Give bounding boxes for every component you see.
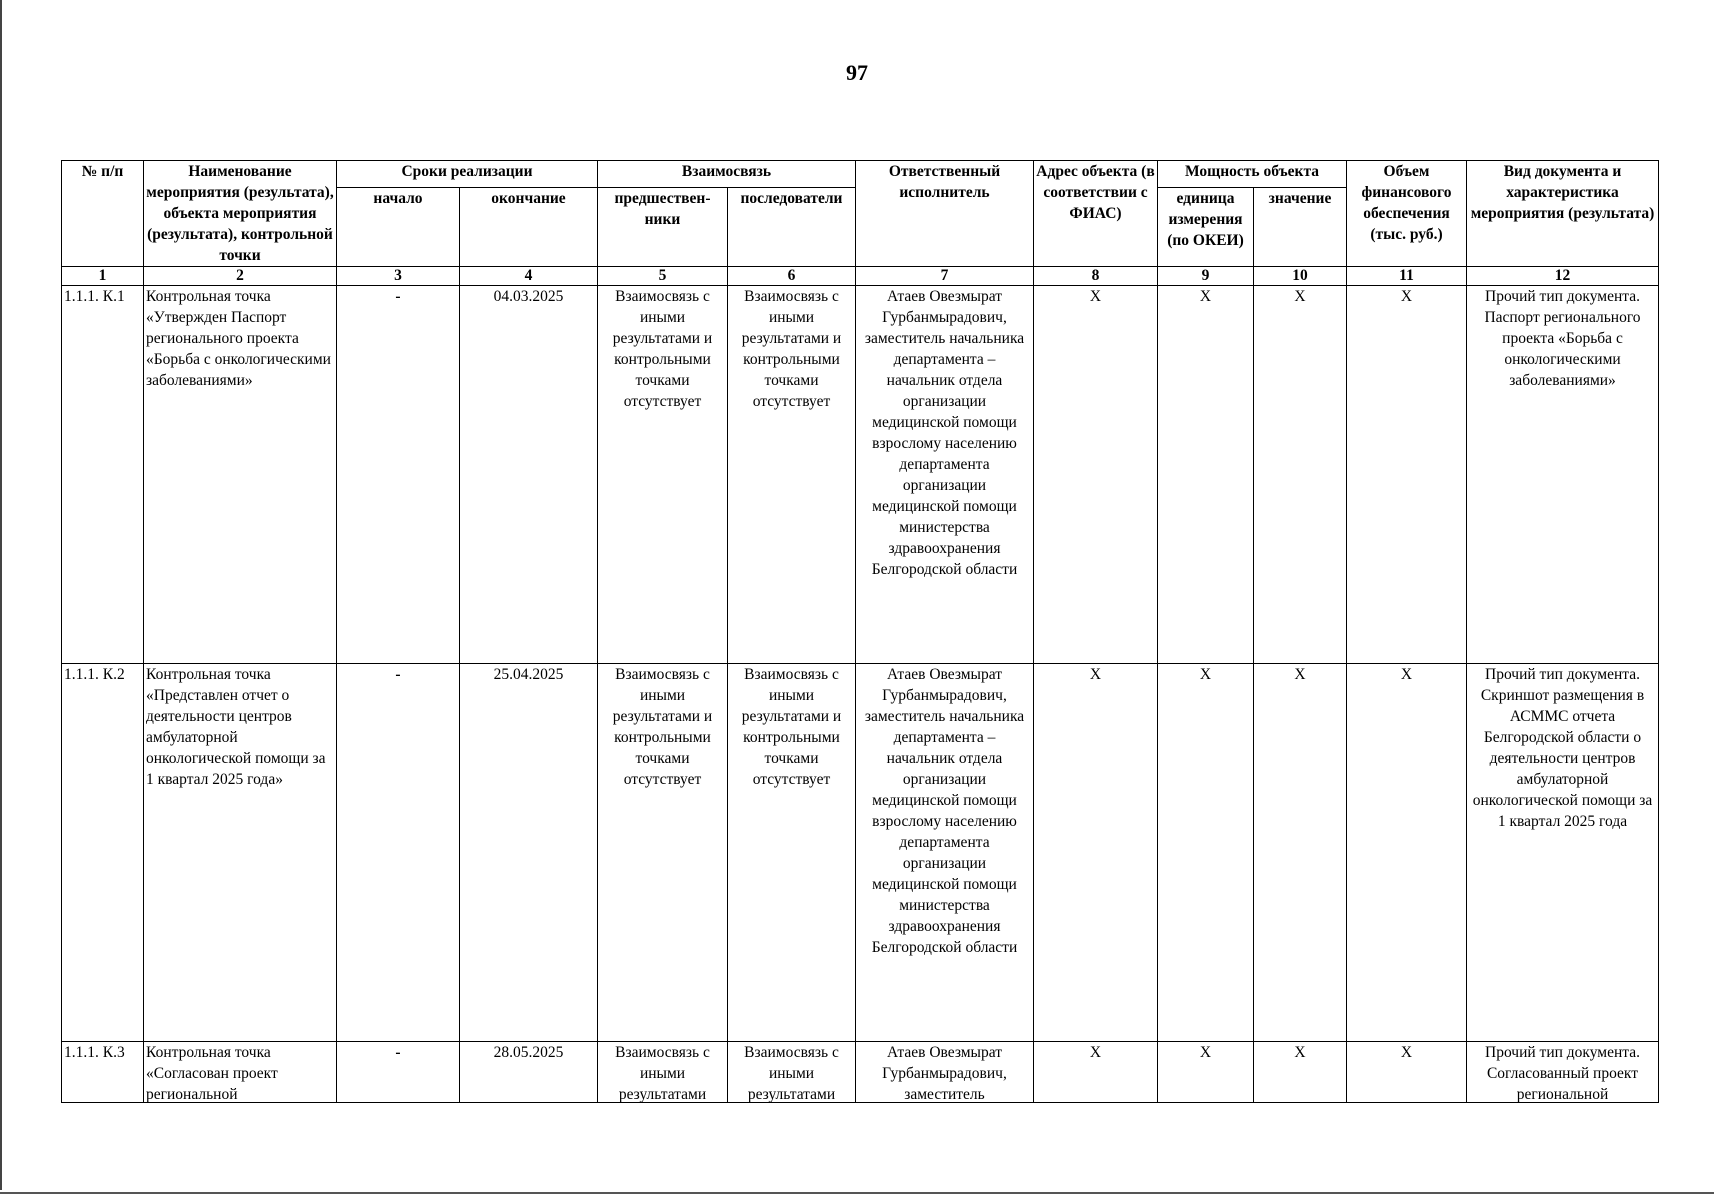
header-end: окончание xyxy=(460,188,598,267)
cell-name: Контрольная точка «Представлен отчет о деятельности центров амбулаторной онкологической помощи за 1 квартал 2025 года» xyxy=(144,664,337,1042)
cell-address: X xyxy=(1034,286,1158,664)
table-row xyxy=(62,664,1659,1042)
column-number: 8 xyxy=(1034,267,1158,286)
header-start: начало xyxy=(337,188,460,267)
column-number: 9 xyxy=(1158,267,1254,286)
cell-document xyxy=(1467,1042,1659,1103)
cell-document: Прочий тип документа. Паспорт регионального проекта «Борьба с онкологическими заболеваниями» xyxy=(1467,286,1659,664)
cell-num: 1.1.1. К.1 xyxy=(62,286,144,664)
cell-responsible: Атаев Овезмырат Гурбанмырадович, заместитель начальника департамента – начальник отдела организации медицинской помощи взрослому населению департамента организации медицинской помощи министерства здравоохранения Белгородской области xyxy=(856,664,1034,1042)
cell-num-text: 1.1.1. К.3 xyxy=(64,1044,125,1061)
cell-end: 25.04.2025 xyxy=(460,664,598,1042)
cell-value: X xyxy=(1254,286,1347,664)
cell-start: - xyxy=(337,286,460,664)
header-group-capacity: Мощность объекта xyxy=(1158,161,1347,188)
cell-end-text: 28.05.2025 xyxy=(493,1044,564,1061)
cell-name: Контрольная точка «Утвержден Паспорт регионального проекта «Борьба с онкологическими заболеваниями» xyxy=(144,286,337,664)
cell-value xyxy=(1254,1042,1347,1103)
cell-unit: X xyxy=(1158,664,1254,1042)
cell-num: 1.1.1. К.2 xyxy=(62,664,144,1042)
cell-value-text: X xyxy=(1294,1044,1306,1061)
cell-document: Прочий тип документа. Скриншот размещения в АСММС отчета Белгородской области о деятельности центров амбулаторной онкологической помощи за 1 квартал 2025 года xyxy=(1467,664,1659,1042)
cell-responsible xyxy=(856,1042,1034,1103)
cell-predecessors xyxy=(598,1042,728,1103)
column-number: 3 xyxy=(337,267,460,286)
header-address: Адрес объекта (в соответствии с ФИАС) xyxy=(1034,161,1158,267)
cell-end xyxy=(460,1042,598,1103)
header-value: значение xyxy=(1254,188,1347,267)
header-responsible: Ответственный исполнитель xyxy=(856,161,1034,267)
column-number: 4 xyxy=(460,267,598,286)
column-number: 1 xyxy=(62,267,144,286)
cell-end: 04.03.2025 xyxy=(460,286,598,664)
cell-successors: Взаимосвязь с иными результатами и контрольными точками отсутствует xyxy=(728,664,856,1042)
header-group-terms: Сроки реализации xyxy=(337,161,598,188)
column-number: 10 xyxy=(1254,267,1347,286)
cell-address: X xyxy=(1034,664,1158,1042)
column-number: 12 xyxy=(1467,267,1659,286)
column-number: 6 xyxy=(728,267,856,286)
cell-name-text: Контрольная точка «Согласован проект региональной xyxy=(146,1044,278,1102)
table-row xyxy=(62,286,1659,664)
cell-responsible: Атаев Овезмырат Гурбанмырадович, заместитель начальника департамента – начальник отдела организации медицинской помощи взрослому населению департамента организации медицинской помощи министерства здравоохранения Белгородской области xyxy=(856,286,1034,664)
header-group-link: Взаимосвязь xyxy=(598,161,856,188)
cell-predecessors: Взаимосвязь с иными результатами и контрольными точками отсутствует xyxy=(598,286,728,664)
cell-financing: X xyxy=(1347,286,1467,664)
header-row-1 xyxy=(62,161,1659,188)
cell-num xyxy=(62,1042,144,1103)
cell-financing xyxy=(1347,1042,1467,1103)
cell-unit: X xyxy=(1158,286,1254,664)
cell-address-text: X xyxy=(1089,1044,1102,1061)
cell-address xyxy=(1034,1042,1158,1103)
cell-successors xyxy=(728,1042,856,1103)
cell-successors-text: Взаимосвязь с иными результатами xyxy=(744,1044,839,1102)
cell-unit-text: X xyxy=(1199,1044,1212,1061)
column-number: 5 xyxy=(598,267,728,286)
column-number-row xyxy=(62,267,1659,286)
page-number: 97 xyxy=(846,60,868,85)
header-successors: последователи xyxy=(728,188,856,267)
scan-edge-bottom xyxy=(0,1192,1714,1194)
cell-unit xyxy=(1158,1042,1254,1103)
cell-successors: Взаимосвязь с иными результатами и контрольными точками отсутствует xyxy=(728,286,856,664)
cell-predecessors: Взаимосвязь с иными результатами и контрольными точками отсутствует xyxy=(598,664,728,1042)
header-document: Вид документа и характеристика мероприятия (результата) xyxy=(1467,161,1659,267)
cell-responsible-text: Атаев Овезмырат Гурбанмырадович, заместитель xyxy=(882,1044,1007,1102)
header-financing: Объем финансового обеспечения (тыс. руб.) xyxy=(1347,161,1467,267)
cell-start: - xyxy=(337,664,460,1042)
cell-financing-text: X xyxy=(1400,1044,1413,1061)
cell-start-text: - xyxy=(395,1044,401,1061)
cell-document-text: Прочий тип документа. Согласованный проект региональной xyxy=(1485,1044,1640,1102)
column-number: 11 xyxy=(1347,267,1467,286)
scan-edge-left xyxy=(0,0,2,1190)
header-num: № п/п xyxy=(62,161,144,267)
cell-start xyxy=(337,1042,460,1103)
cell-value: X xyxy=(1254,664,1347,1042)
header-name: Наименование мероприятия (результата), объекта мероприятия (результата), контрольной точки xyxy=(144,161,337,267)
column-number: 7 xyxy=(856,267,1034,286)
cell-name xyxy=(144,1042,337,1103)
table-row xyxy=(62,1042,1659,1103)
cell-financing: X xyxy=(1347,664,1467,1042)
cell-predecessors-text: Взаимосвязь с иными результатами xyxy=(615,1044,710,1102)
header-predecessors: предшествен-ники xyxy=(598,188,728,267)
plan-table xyxy=(61,160,1659,1103)
column-number: 2 xyxy=(144,267,337,286)
header-unit: единица измерения (по ОКЕИ) xyxy=(1158,188,1254,267)
